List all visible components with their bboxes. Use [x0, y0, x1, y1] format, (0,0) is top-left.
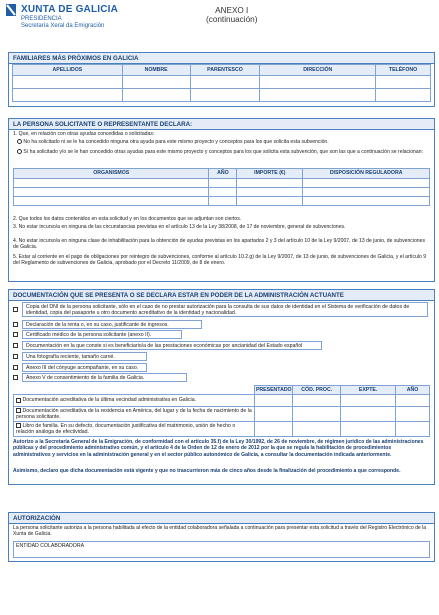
- annex-title: ANEXO I: [215, 6, 249, 15]
- declara-item-1: 1. Que, en relación con otras ayudas concedidas o solicitadas:: [13, 131, 155, 137]
- col-presentado: PRESENTADO: [255, 386, 292, 393]
- col-nombre: NOMBRE: [122, 65, 190, 76]
- autorizo-note: Autorizo a la Secretaría General de la Emigración, de conformidad con el artículo 35.f) de la Ley 30/1992, de 26 de noviembre, de régimen jurídico de las administraciones públicas y del procedimiento administrativo común, y el artículo 4 de la Orden de 12 de enero de 2012 por la que se regula la habilitación de procedimientos administrativos y servicios en la administración general y en el sector público autonómico de Galicia, a consultar la documentación indicada anteriormente.: [13, 439, 424, 458]
- doc-checkbox[interactable]: [13, 343, 18, 348]
- page-header: [6, 4, 434, 38]
- documentacion-title: DOCUMENTACIÓN QUE SE PRESENTA O SE DECLARA ESTAR EN PODER DE LA ADMINISTRACIÓN ACTUANTE: [9, 290, 434, 301]
- col-direccion: DIRECCIÓN: [260, 65, 376, 76]
- doc-checkbox[interactable]: [13, 354, 18, 359]
- table-row[interactable]: [14, 179, 430, 188]
- ayudas-table: [13, 168, 430, 206]
- xunta-logo-icon: [6, 4, 16, 16]
- entidad-colaboradora-field[interactable]: [13, 541, 430, 558]
- declara-option-no: [17, 139, 430, 145]
- table-row: [14, 395, 430, 407]
- table-row[interactable]: [13, 76, 431, 89]
- declara-item-2: 2. Que todos los datos contenidos en esta solicitud y en los documentos que se adjuntan son ciertos.: [13, 216, 242, 222]
- option-si-label: Sí ha solicitado y/o se le han concedido otras ayudas para este mismo proyecto y conceptos para los que solicita esta subvención, que son las que a continuación se relacionan:: [23, 149, 423, 155]
- brand-block: [21, 4, 118, 30]
- declara-item-4: 4. No estar incurso/a en ninguna clase de inhabilitación para la obtención de ayudas previstas en los apartados 2 y 3 del artículo 10 de la Ley 9/2007, de 13 de junio, de subvenciones de Galicia.: [13, 238, 426, 251]
- doc-checkbox[interactable]: [16, 423, 21, 428]
- doc-item-anexo-iii: [13, 363, 147, 372]
- doc-row-label: Documentación acreditativa de la residencia en América, del lugar y de la fecha de nacimiento de la persona solicitante.: [16, 407, 252, 420]
- declara-option-si: [17, 149, 430, 155]
- brand-name: XUNTA DE GALICIA: [21, 4, 119, 15]
- declara-item-3: 3. No estar incurso/a en ninguna de las circunstancias previstas en el artículo 13 de la Ley 38/2008, de 17 de noviembre, general de subvenciones.: [13, 224, 346, 230]
- col-parentesco: PARENTESCO: [190, 65, 260, 76]
- vigencia-note: Asimismo, declaro que dicha documentación está vigente y que no trascurrieron más de cinco años desde la finalización del procedimiento a que corresponde.: [13, 468, 401, 474]
- declara-item-5: 5. Estar al corriente en el pago de obligaciones por reintegro de subvenciones, conforme al artículo 10.2.g) de la Ley 9/2007, de 13 de junio, de subvenciones de Galicia, y el artículo 9 del Reglamento de subvenciones de Galicia, aprobado por el Decreto 11/2009, de 8 de enero.: [13, 254, 427, 267]
- col-apellidos: APELLIDOS: [13, 65, 123, 76]
- doc-label: Copia del DNI de la persona solicitante, sólo en el caso de no prestar autorización para la consulta de sus datos de identidad en el Sistema de verificación de datos de identidad, copia del pasaporte u otro documento acreditativo de la identidad y nacionalidad.: [22, 302, 428, 317]
- annex-heading: [206, 6, 257, 24]
- secretaria-name: Secretaría Xeral da Emigración: [21, 22, 105, 29]
- doc-label: Anexo III del cónyuge acompañante, en su caso.: [22, 363, 147, 372]
- doc-checkbox[interactable]: [13, 365, 18, 370]
- doc-item-certificado: [13, 330, 182, 339]
- familiares-title: FAMILIARES MÁS PRÓXIMOS EN GALICIA: [9, 53, 434, 64]
- autorizacion-text: La persona solicitante autoriza a la persona habilitada al efecto de la entidad colaboradora señalada a continuación para presentar esta solicitud a través del Registro Electrónico de la Xunta de Galicia.: [13, 525, 427, 538]
- declara-section: [8, 118, 435, 282]
- autorizacion-title: AUTORIZACIÓN: [9, 513, 434, 524]
- department-name: PRESIDENCIA: [21, 16, 62, 22]
- doc-checkbox[interactable]: [13, 307, 18, 312]
- doc-item-dni: [13, 302, 428, 317]
- col-disposicion: DISPOSICIÓN REGULADORA: [303, 169, 430, 179]
- doc-checkbox[interactable]: [13, 332, 18, 337]
- documentacion-table: [13, 385, 430, 437]
- doc-label: Una fotografía reciente, tamaño carné.: [22, 352, 147, 361]
- entidad-colaboradora-label: ENTIDAD COLABORADORA: [16, 543, 85, 549]
- table-row: [14, 422, 430, 437]
- doc-row-label: Libro de familia. En su defecto, documentación justificativa del matrimonio, unión de hecho o relación análoga de efectividad.: [16, 422, 236, 435]
- documentacion-section: [8, 289, 435, 485]
- doc-checkbox[interactable]: [13, 375, 18, 380]
- doc-checkbox[interactable]: [16, 408, 21, 413]
- doc-row-label: Documentación acreditativa de la última vecindad administrativa en Galicia.: [22, 397, 197, 404]
- col-telefono: TELÉFONO: [376, 65, 431, 76]
- col-organismos: ORGANISMOS: [14, 169, 209, 179]
- doc-label: Certificado médico de la persona solicitante (anexo II).: [22, 330, 182, 339]
- table-row[interactable]: [13, 89, 431, 102]
- doc-item-renta: [13, 320, 202, 329]
- col-expte: EXPTE.: [341, 386, 396, 395]
- familiares-table: [12, 64, 431, 102]
- col-cod-proc: CÓD. PROC.: [293, 386, 341, 395]
- col-importe: IMPORTE (€): [237, 169, 303, 179]
- doc-label: Documentación en la que conste si es beneficiario/a de las prestaciones económicas por ancianidad del Estado español: [22, 341, 322, 350]
- familiares-section: [8, 52, 435, 107]
- option-no-label: No ha solicitado ni se le ha concedido ninguna otra ayuda para este mismo proyecto y conceptos para los que solicita esta subvención.: [23, 139, 329, 145]
- option-si-radio[interactable]: [17, 149, 22, 154]
- doc-checkbox[interactable]: [13, 322, 18, 327]
- doc-item-fotografia: [13, 352, 147, 361]
- doc-checkbox[interactable]: [16, 398, 21, 403]
- table-row: [14, 407, 430, 422]
- autorizacion-section: [8, 512, 435, 562]
- table-row[interactable]: [14, 188, 430, 197]
- doc-item-ancianidad: [13, 341, 322, 350]
- table-row[interactable]: [14, 197, 430, 206]
- option-no-radio[interactable]: [17, 139, 22, 144]
- doc-item-anexo-v: [13, 373, 187, 382]
- col-ano-doc: AÑO: [396, 386, 430, 395]
- annex-subtitle: (continuación): [206, 15, 258, 25]
- doc-label: Declaración de la renta o, en su caso, justificante de ingresos.: [22, 320, 202, 329]
- declara-title: LA PERSONA SOLICITANTE O REPRESENTANTE DECLARA:: [9, 119, 434, 130]
- col-ano: AÑO: [209, 169, 237, 179]
- doc-label: Anexo V de consentimiento de la familia de Galicia.: [22, 373, 187, 382]
